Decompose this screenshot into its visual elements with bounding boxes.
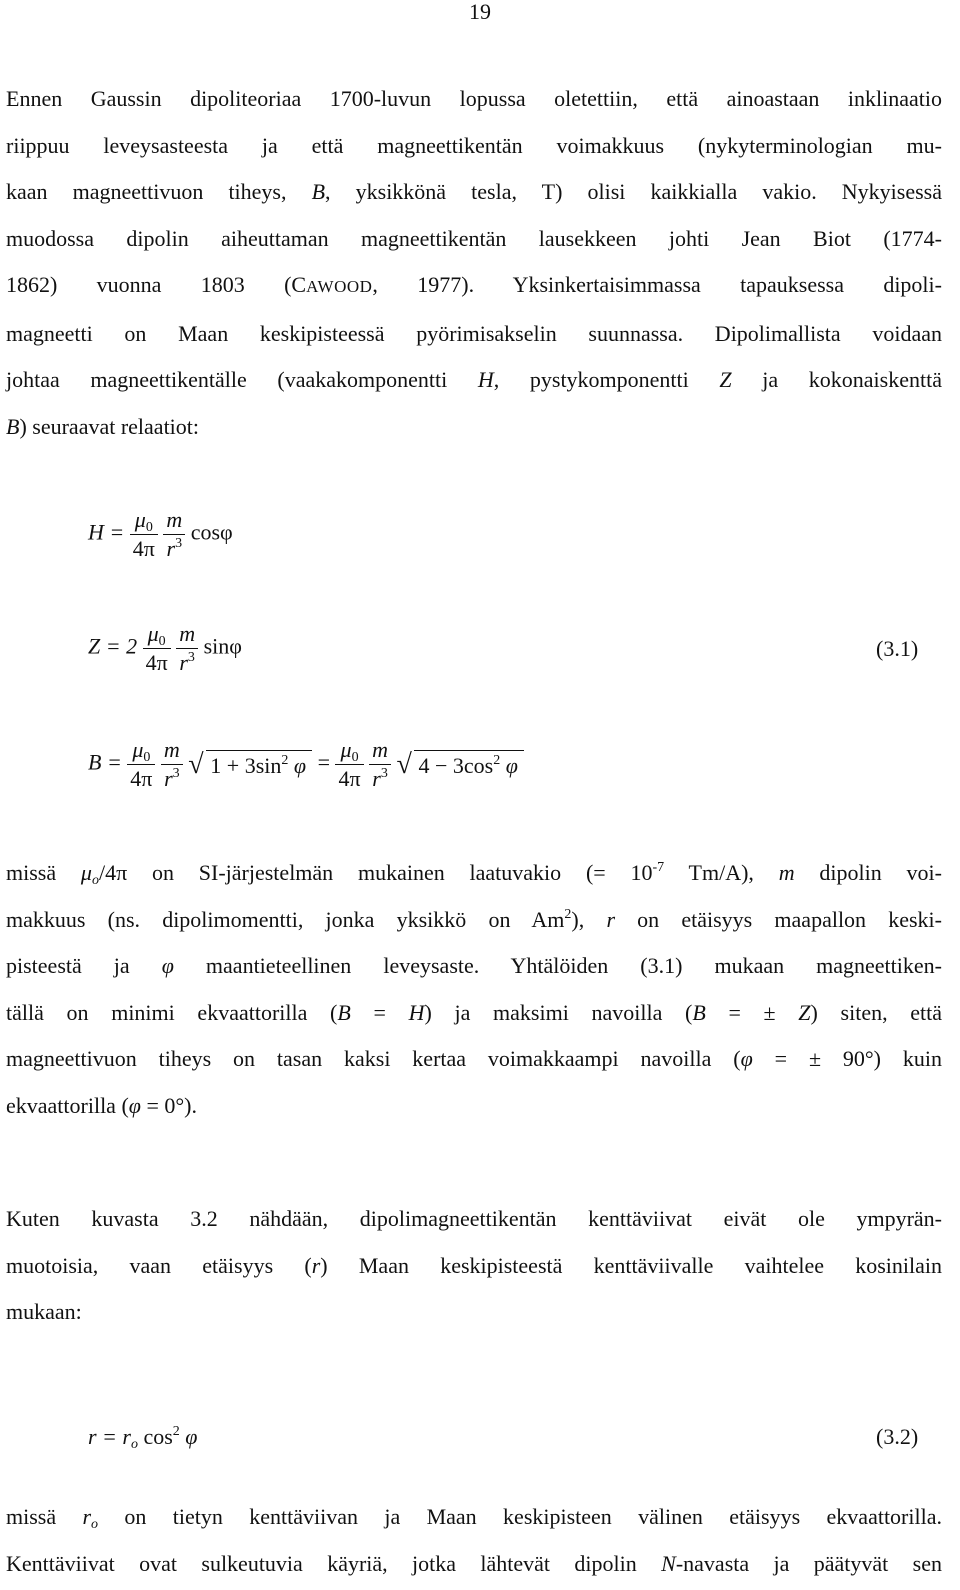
equation-number: (3.2) [876,1424,919,1449]
paragraph-explanation [6,850,942,1129]
text-line: riippuu leveysasteesta ja että magneettikentän voimakkuus (nykyterminologian mu- [6,132,942,158]
text-line: tällä on minimi ekvaattorilla (B = H) ja maksimi navoilla (B = ± Z) siten, että [6,999,943,1025]
equation-z: Z = 2 $\frac{\mu_0}{4\pi}$ $\frac{m}{r^3}$ sinφ [88,621,242,675]
text-line: magneetti on Maan keskipisteessä pyörimisakselin suunnassa. Dipolimallista voidaan [6,320,942,346]
text-line: kaan magneettivuon tiheys, B, yksikkönä tesla, T) olisi kaikkialla vakio. Nykyisessä [6,179,943,204]
paragraph-intro [6,76,942,450]
text-line: pisteestä ja φ maantieteellinen leveysaste. Yhtälöiden (3.1) mukaan magneettiken- [6,953,942,978]
equation-b: B = $\frac{\mu_0}{4\pi}$ $\frac{m}{r^3}$ √ $1 + 3\sin^2$ φ = $\frac{\mu_0}{4\pi}$ $\frac{m}{r^3}$ √ $4 - 3\cos^2$ φ [88,736,524,793]
text-line: Ennen Gaussin dipoliteoriaa 1700-luvun lopussa oletettiin, että ainoastaan inklinaatio [6,86,942,111]
text-line: muodossa dipolin aiheuttaman magneettikentän lausekkeen johti Jean Biot (1774- [6,225,942,251]
text-line: magneettivuon tiheys on tasan kaksi kertaa voimakkaampi navoilla (φ = ± 90°) kuin [6,1046,942,1071]
text-line: B) seuraavat relaatiot: [6,413,200,439]
text-line: makkuus (ns. dipolimomentti, jonka yksikkö on Am$^2$), r on etäisyys maapallon keski- [6,906,942,932]
page-number: 19 [469,0,491,24]
text-line: muotoisia, vaan etäisyys (r) Maan keskipisteestä kenttäviivalle vaihtelee kosinilain [6,1252,943,1278]
paragraph-field-lines [6,1196,942,1336]
text-line: johtaa magneettikentälle (vaakakomponentti H, pystykomponentti Z ja kokonaiskenttä [6,367,942,392]
text-line: missä $\mu_o/4\pi$ on SI-järjestelmän mukainen laatuvakio (= $10^{-7}$ Tm/A), m dipolin voi- [6,860,942,888]
text-line: mukaan: [6,1299,82,1324]
text-line: 1862) vuonna 1803 (CAWOOD, 1977). Yksinkertaisimmassa tapauksessa dipoli- [6,272,942,297]
equation-number: (3.1) [876,636,919,661]
equation-h: H = $\frac{\mu_0}{4\pi}$ $\frac{m}{r^3}$ cosφ [88,507,233,561]
equation-r: $r = r_o$ $\cos^2 \varphi$ [88,1424,198,1452]
text-line: Kuten kuvasta 3.2 nähdään, dipolimagneettikentän kenttäviivat eivät ole ympyrän- [6,1206,942,1231]
text-line: Kenttäviivat ovat sulkeutuvia käyriä, jotka lähtevät dipolin N-navasta ja päätyvät sen [6,1550,943,1576]
text-line: missä $r_o$ on tietyn kenttäviivan ja Maan keskipisteen välinen etäisyys ekvaattorilla. [6,1504,942,1532]
paragraph-closing [6,1494,942,1587]
text-line: ekvaattorilla (φ = 0°). [6,1092,197,1118]
